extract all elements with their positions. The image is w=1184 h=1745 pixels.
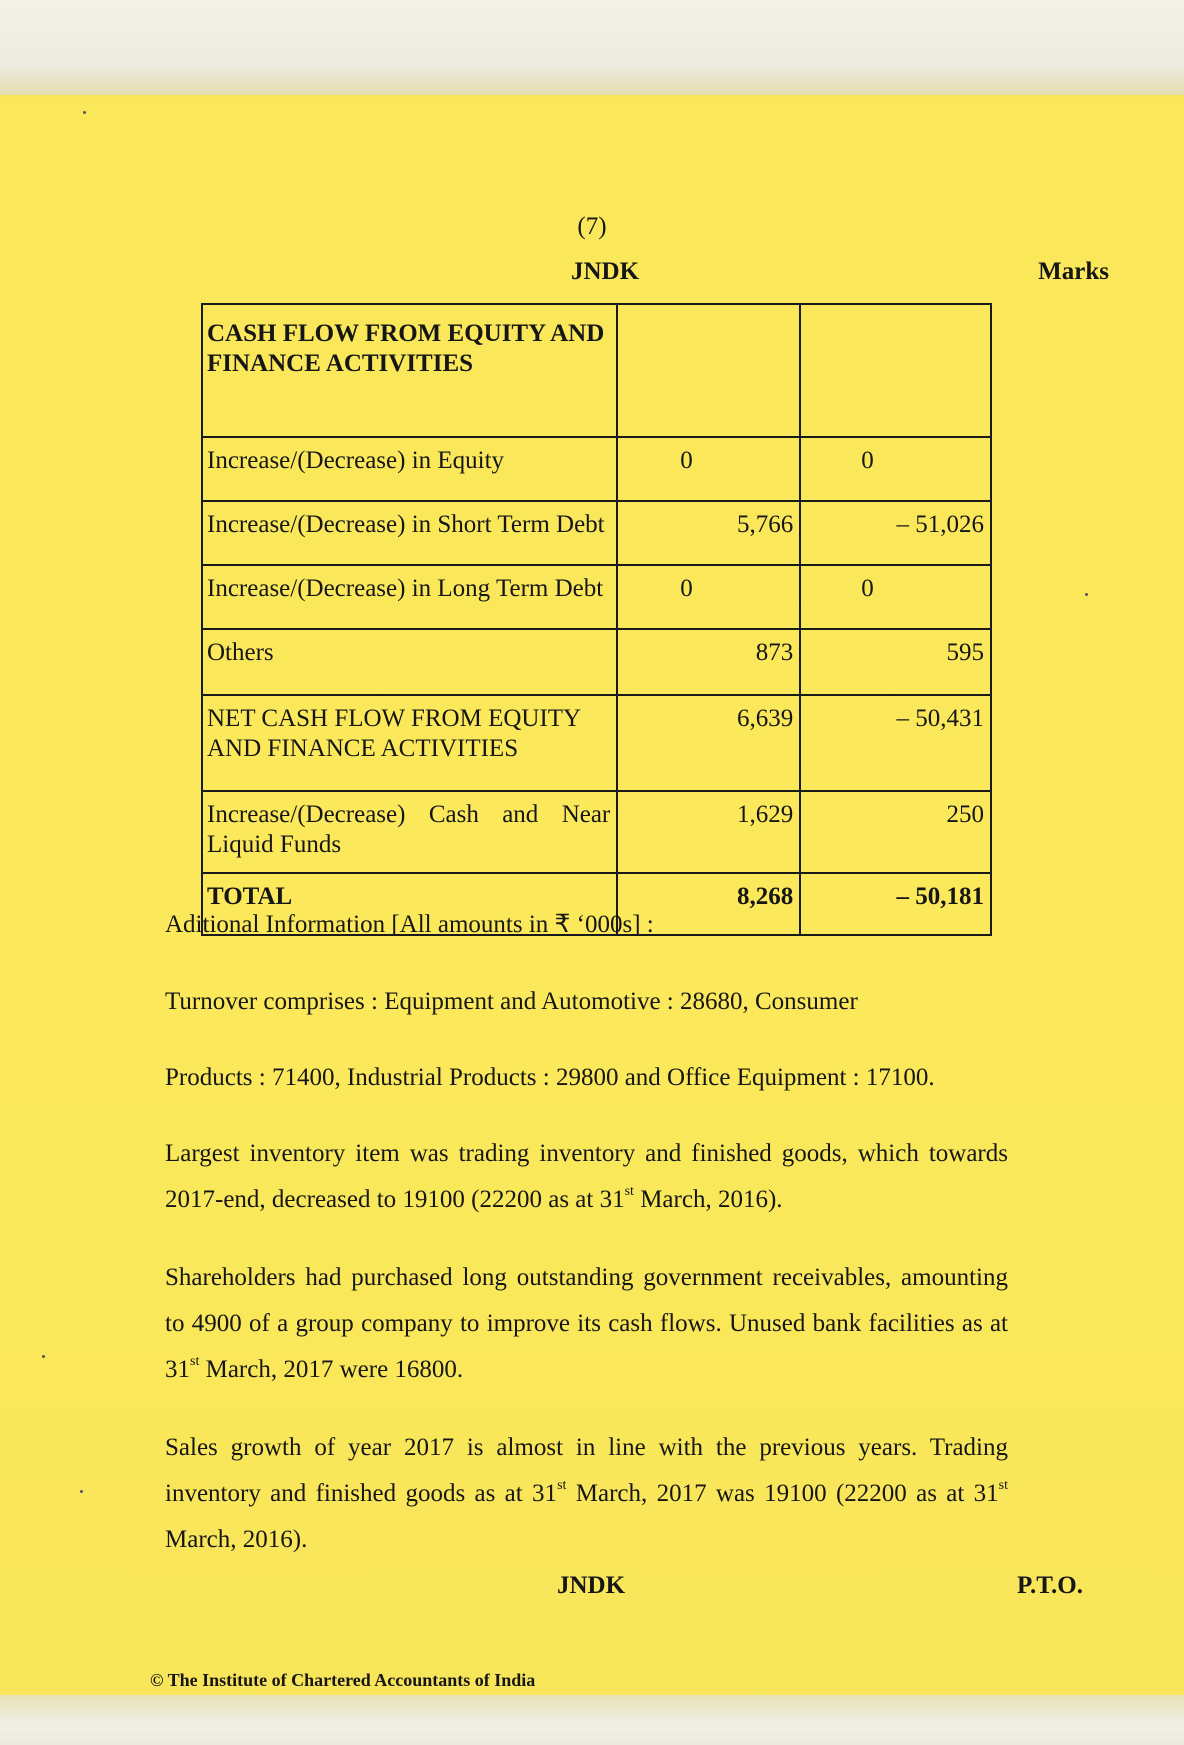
row-label	[202, 695, 617, 791]
value-2017: 250	[800, 791, 991, 873]
scan-speck	[80, 1490, 83, 1493]
value-2017: – 50,431	[800, 695, 991, 791]
row-label: Others	[202, 629, 617, 695]
superscript: st	[998, 1478, 1008, 1493]
scan-speck	[42, 1355, 45, 1358]
value-2017: – 51,026	[800, 501, 991, 565]
section-heading: CASH FLOW FROM EQUITY AND FINANCE ACTIVITIES	[202, 304, 617, 437]
superscript: st	[190, 1354, 200, 1369]
value-2017: 0	[800, 565, 991, 629]
header-code: JNDK	[570, 258, 640, 285]
copyright-notice: © The Institute of Chartered Accountants of India	[150, 1670, 536, 1690]
paragraph-text: March, 2017 was 19100 (22200 as at 31	[566, 1480, 999, 1507]
value-2017: 595	[800, 629, 991, 695]
scan-speck	[83, 111, 86, 114]
turnover-line-1: Turnover comprises : Equipment and Automotive : 28680, Consumer	[165, 988, 858, 1015]
value-2016: 0	[617, 437, 800, 501]
total-2017: – 50,181	[800, 873, 991, 935]
label-word: and	[502, 801, 539, 828]
cash-flow-table	[201, 303, 992, 936]
row-label-line: AND FINANCE ACTIVITIES	[207, 735, 519, 762]
row-label: Increase/(Decrease) in Long Term Debt	[202, 565, 617, 629]
table-row	[202, 437, 991, 501]
paragraph-text: March, 2016).	[633, 1186, 783, 1213]
empty-cell	[800, 304, 991, 437]
value-2016: 5,766	[617, 501, 800, 565]
label-word: Cash	[428, 801, 479, 828]
table-row	[202, 791, 991, 873]
paragraph-text: March, 2016).	[165, 1526, 308, 1553]
row-label-line: Liquid Funds	[207, 831, 342, 858]
row-label	[202, 791, 617, 873]
additional-info-heading: Aditional Information [All amounts in ₹ ‘000s] :	[165, 911, 654, 938]
marks-label: Marks	[1038, 258, 1109, 285]
row-label: Increase/(Decrease) in Equity	[202, 437, 617, 501]
table-row	[202, 629, 991, 695]
paragraph-text: March, 2017 were 16800.	[199, 1356, 464, 1383]
page-number: (7)	[577, 213, 607, 240]
sales-paragraph	[165, 1425, 1008, 1563]
paragraph-text: Largest inventory item was trading inventory and finished goods, which towards 2017-end, decreased to 19100 (22200 as at 31	[165, 1140, 1008, 1213]
superscript: st	[624, 1184, 634, 1199]
row-label: Increase/(Decrease) in Short Term Debt	[202, 501, 617, 565]
turnover-line-2: Products : 71400, Industrial Products : 29800 and Office Equipment : 17100.	[165, 1064, 935, 1091]
table-row	[202, 565, 991, 629]
table-row	[202, 695, 991, 791]
value-2017: 0	[800, 437, 991, 501]
superscript: st	[557, 1478, 567, 1493]
table-row	[202, 304, 991, 437]
row-label-line	[207, 800, 610, 830]
scan-speck	[1085, 593, 1088, 596]
footer-code: JNDK	[557, 1572, 626, 1599]
empty-cell	[617, 304, 800, 437]
pto-label: P.T.O.	[1017, 1572, 1083, 1599]
paragraph-text: Shareholders had purchased long outstanding government receivables, amounting to 4900 of a group company to improve its cash flows. Unused bank facilities as at 31	[165, 1264, 1008, 1383]
table-row	[202, 501, 991, 565]
value-2016: 0	[617, 565, 800, 629]
total-2016: 8,268	[617, 873, 800, 935]
scan-top-edge	[0, 0, 1184, 95]
value-2016: 1,629	[617, 791, 800, 873]
total-label: TOTAL	[202, 873, 617, 935]
row-label-line: NET CASH FLOW FROM EQUITY	[207, 705, 582, 732]
label-word: Near	[561, 801, 611, 828]
shareholders-paragraph	[165, 1255, 1008, 1393]
paragraph-text: Sales growth of year 2017 is almost in line with the previous years. Trading inventory and finished goods as at 31	[165, 1434, 1008, 1507]
value-2016: 873	[617, 629, 800, 695]
inventory-paragraph	[165, 1131, 1008, 1223]
value-2016: 6,639	[617, 695, 800, 791]
label-word: Increase/(Decrease)	[207, 801, 406, 828]
scan-bottom-edge	[0, 1695, 1184, 1745]
